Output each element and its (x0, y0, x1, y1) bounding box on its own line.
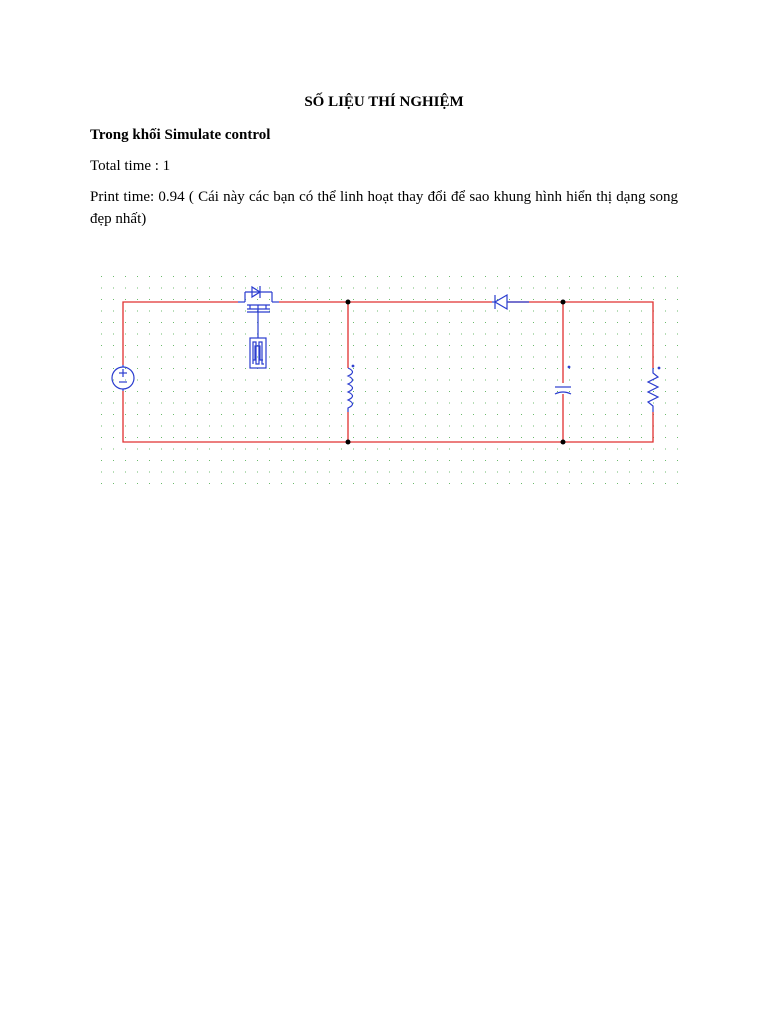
inductor-icon (348, 365, 354, 412)
total-time-line: Total time : 1 (90, 158, 171, 174)
diode-icon (492, 295, 529, 309)
wire-bottom (123, 391, 653, 442)
circuit-schematic (95, 270, 685, 496)
mosfet-switch-icon (238, 286, 279, 338)
resistor-icon (648, 367, 660, 412)
node-inductor-top (346, 300, 351, 305)
junction-nodes (346, 300, 566, 445)
wire-top-left (123, 302, 238, 365)
gating-block-icon (250, 338, 266, 368)
wire-top-right (563, 302, 653, 368)
node-cap-bottom (561, 440, 566, 445)
section-heading: Trong khối Simulate control (90, 127, 271, 143)
page-title: SỐ LIỆU THÍ NGHIỆM (304, 94, 464, 110)
print-time-line: Print time: 0.94 ( Cái này các bạn có thể linh hoạt thay đổi để sao khung hình hiển thị dạng song đẹp nhất) (90, 189, 678, 227)
node-inductor-bottom (346, 440, 351, 445)
node-cap-top (561, 300, 566, 305)
components (112, 286, 660, 412)
wires (123, 302, 653, 442)
dc-voltage-source-icon (112, 365, 134, 391)
schematic-grid (101, 276, 678, 484)
